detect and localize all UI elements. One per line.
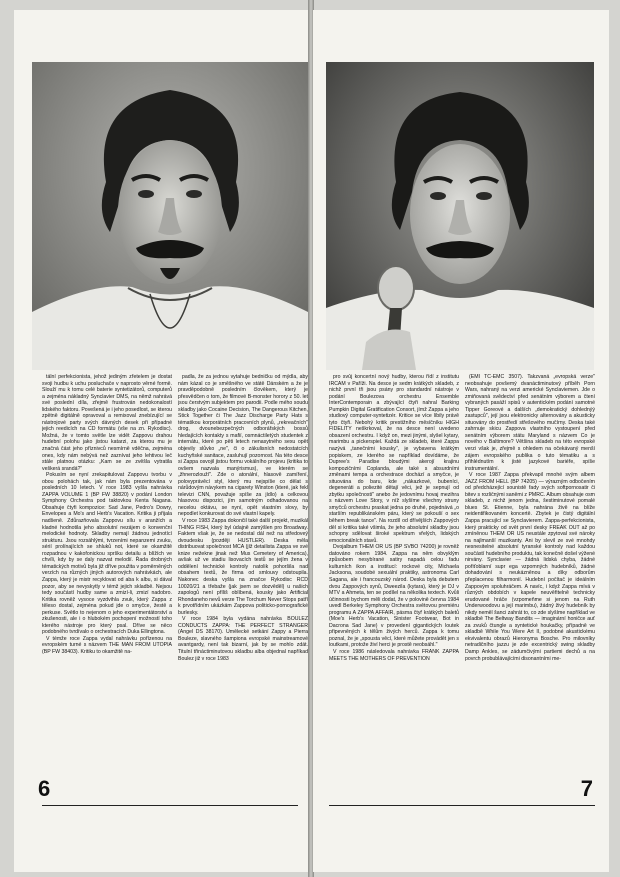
portrait-photo	[32, 62, 308, 370]
portrait-photo-microphone	[326, 62, 594, 370]
text-column-2	[178, 374, 308, 789]
text-column-4	[465, 374, 595, 789]
page-number: 7	[580, 776, 593, 801]
paragraph: V roce 1983 Zappa dokončil také další projekt, muzikál THING FISH, který byl údajně zamýšlen pro Broadway. Faktem však je, že se nedostal dál než na středoveý dvoudesku (později HUSTLER). Deska měla distribuovat společnost MCA (jíž detailista Zappa ve své knize nežekne jinak než Mus Cemetery of America), avšak už ve stadiu lisovacích testů se jejím žena v oddělení technické kontroly natolik pohoršila nad obsahem textů, že firma od smlouvy odstoupila. Nakonec deska vyšla na značce Rykodisc RCD 10020/21 a třebaže (jak jsem se dozvěděl) u našich zapologů není příliš oblíbená, kousky jako Artificial Rhondaneho nevů verze The Torchum Never Stops patří k prvotřídním ukázkám Zappova politicko-pornografické burlesky.	[178, 518, 308, 616]
paragraph: V roce 1984 byla vydána nahrávka BOULEZ CONDUCTS ZAPPA: THE PERFECT STRANGER (Angel DS 38170). Umělecké setkání Zappy a Pierra Bouleze, slavného šampiona evropské mainstreamové avantgardy, není tak bizarní, jak by se mohlo zdát. Titulní třináctiminutovou skladbu alba objednal napříkad Boulez již v roce 1983	[178, 616, 308, 662]
paragraph: padla, že za jednou vytahuje bedničku od mýdla, aby nám kázal co je směšného ve státě Dánském a že je pravděpodobně posledním člověkem, který je přesvědčen o tom, že filmové B-monster horory z 50. let jsou čerstvým subjektem pro parodii. Podle mého soudu skladby jako Cocaine Decision, The Dangerous Kitchen, Stick Together či The Jazz Discharge Party Hats s tématikou korporátních pracovních plynů, „rekreačních" drog, dvounebezpečných odborářských bossů hledajících kontakty s mafií, osmnáctiletých studentek z internátu, které po pěti letech nenasytného sexu opět objevily slůvko „ne", či o zákulisních nedostatcích kuchyňské sanitace, zasluhují pozornost. Na této desce si Zappa osvojil jistou formu vokálního projevu (kritika to ovšem nazvala manýrismus), ve kterém se „žhnerozlouží". Zde o atonální, hlasově zamíření, polovyprávěcí styl, který mu nejspíše co dělat s nárůdovým návykem na cigarety Winston (které, jak řekl televizi CNN, považuje spíše za jídlo) a celkovou hlasovou dispozici, jím samotným odhadovanou na necelou oktávu, se nyní, opět vlastním slovy, by nepodlet konkurovat do své vlastní kapely.	[178, 374, 308, 518]
footer-rule	[329, 805, 595, 806]
page-number: 6	[38, 776, 51, 801]
paragraph: Pokusím se nyní zrekapitulovat Zappovu tvorbu v obou polohách tak, jak nám byla prezentována v posledních 10 letech. V roce 1983 vyšla nahrávka ZAPPA VOLUME 1 (BP FW 38820) v podání London Symphony Orchestra pod taktovkou Kenta Nagana. Obsahuje čtyři kompozice: Sad Jane, Pedro's Dowry, Envelopes a Mo's and Herb's Vacation. Kritika ji přijala nadšeně. Zdůrazňovala Zappovu sílu v aranžích a kladné hodnotila jeho absolutní nezájem o konvenční melodické hodnoty. Skladby nemají žádnou jednotící strukturu. Jsou rozsáhlými, tvrzeními nepanzemi zvuku, sérií prolínajících se shluků not, které se okamžitě rozpadnou v kakofonickou spršku detailu a blížích ve chvíli, kdy by se daly nazvat melodií. Řada drobných tématických motivů byla již dříve použita v poměrněných verzích na různých jiných autorových nahrávkách, ale Zappa, který je mistr recyklovat od aba k albu, si dával pozor, aby se nevyskytly v témž jejich skladbě. Nejsou tedy součástí hudby same a zmizí-li, zmizí nadobro. Kritika rovněž vysoce vyzdvihla zvuk, který Zappa z těleso dostal, zejména pokud jde o smyčce, žestě a perkuse. Světlo to nejenom o jeho experimentátorství a zkušenosti, ale i o hlubokém pochopení možností toho kterého nástroje pro který psal. Dříve se něco podobného tvrdívalo o orchestracích Duka Ellingtona.	[42, 472, 172, 636]
paragraph: tální perfekcionista, jehož jediným zřetelem je dostat svoji hudbu k uchu posluchače v naprosto věrné formě. Slouží mu k tomu celé baterie syntetizátorů, computerů a zejména nákladný Synclavier DMS, na němž nahrává své poslední díla, zřejmě frustrován nedokonalostí lidského faktoru. Povešená je i jeho posedlost, se kterou zpětně digitálně opravoval a remixoval znebízující se nástrojové party svých dávných desek při případné jejich reedicích na CD formátu (vše na zn. Rykodisc). Možná, že v tomto světle lze vidět Zappovu drahou hudební polohu jako jistou katarzi, za kterou mu je značná část jeho příznivců nesmírně vděčna, zejména ones, kdy nám nebývá než zaznívat jeho lehtivou leč stále platnou otázku: „Kam se ze zvěšla vytratila veškerá srandá?"	[42, 374, 172, 472]
paragraph: V roce 1987 Zappa překvapil mnohé svým albem JAZZ FROM HELL (BP 74205) — výrazným odbočením od předcházející sounistě řady svých softpornosatir či bitev s rozličnými saněmi z PMRC. Album obsahuje osm skladeb, z nichž jenom jedna, šestiminutové pomalé blues St. Etienne, byla nahrána živě na blíže neidentifikovaném koncertě. Zbytek je čistý digitální Zappa pracující se Synclavierem. Zappa-perfekcionista, který prakticky od svět první desky FREAK OUT až po zmíněnou THEM OR US neustále zpytoval své nároky na najlmanší muzikanty. Ani by slevil ze své mnohdy nesnesitelné absolutní tyranské kontroly nad každou součástí hudebního produktu, tak konečně došel výžené nirvány. Synclavier — žádná lidská chyba, žádné pořiťoblarní supr ega vzpomných hudebníků, žádné dohadování s neukázněnou a díky odborům přeplacenou filharmonií. Hudební počítač je ideálním Zappovým spoluhráčem. A navíc, i když Zappa mívá v různých obdobích v kapele neuvěřitelně technicky erudované hráče (vzpomeňme si jenom na Ruth Underwoodovu a její marimbu), žádný živý hudebník by nikdy neměl šanci zahrát to, co zde slyšíme například ve skladbě The Beltway Bandits — imaginární honičce auť za zvuků čtungle a syntetické houkačky, případně ve skladbě While You Were Art II, podobné akustickému ekvivalentu obrazů Hieronyma Bosche. Pro milovníky netradičního jazzu je zde excentrický swing skladby Damp Ankles, se zádumčivými partiemi dechů a na povrch probublávajícími disonantními me-	[465, 472, 595, 662]
portrait-image	[32, 62, 308, 370]
paragraph: Dvojalbum THEM OR US (BP SVBO 74200) je rovněž datováno rokem 1984. Zappa na něm obvyklým způsobem nesybírané satiry napadá celou řadu kulturních ikon a institucí: rockové city, Michaela Jacksona, soudobé sexuální praktiky, astronoma Carl Sagana, ale i francouzský národ. Deska byla debutem dvou Zappových synů, Dweezila (kytara), který je DJ v MTV a Ahmeta, ten se podílel na několika textech. Kvůli účinnosti bychom měli dodat, že v polovině června 1984 uvedl Berkeley Symphony Orchestra světovou premiéru programu A ZAPPA AFFAIR, pásma čtyř krátkých baletů (Moe's Herb's Vacation, Sinister Footwear, Bot in Dacrona Sad Jane) v provedení gigantických loutek připevněných k tělům živých herců. Zappa k tomu poznal, že je „spousta věcí, které můžete provádět jen s loutkami, protože živí herci je prostě neobsáhl."	[329, 544, 459, 649]
page-right	[313, 10, 609, 872]
text-column-3	[329, 374, 459, 789]
paragraph: V roce 1986 následovala nahrávka FRANK ZAPPA MEETS THE MOTHERS OF PREVENTION	[329, 648, 459, 662]
text-column-1	[42, 374, 172, 789]
paragraph: V témže roce Zappa vydal nahrávku pořízenou na evropském turné s názvem THE MAN FROM UTOPIA (BP FW 38403). Kritiku to okamžitě na-	[42, 635, 172, 655]
paragraph: (EMI TC-EMC 3507). Takzvaná „evropská verze" neobsahuje povšemý dvanáctiminutový příběh Porn Wars, nahraný na verzi americké Synclaviemen. Jde o zmiňovaná svědectví před senátním výborem a čtení vybraných pasáží spisů v autentickém podání samotné Tipper Goreové a dalších „demokratický dohlednýý zastupců", její jsou elektronicky alternovány a akusticky situovány do prostředí střešového mučírny. Deska také zahrnuje skicu Zappova vlastního vystoupení před senátním výborem státu Maryland s názvem Co je nového v Baltimore? Většina skladeb na této evropské verzi však je, zřejmě s ohledem na očekávaný menší zájem evropského publika o tuto tématiku a s přihlédnutím k jisté jazykové bariéře, spíše instrumentální.	[465, 374, 595, 472]
paragraph: pro svůj koncertní nový hudby, kterou řídí z institutu IRCAM v Paříži. Na desce je sedm krátkých skladeb, z nichž první tři jsou psány pro standardní nástroje v podání Boulezova orchestru Ensemble InterContemporain a zbývající čtyři nahral Barking Pumpkin Digital Gratification Consort, jímž Zappa a jeho studiový computer-syntetizér. Kritice se více líbily právě tyto čtyři. Nebohý kritik prestižního měsíčníku HIGH FIDELITY neškrkoval, že na desce není uvedeno obsazení orchestru. I když on, mezi jinými, slyšel kytary, marimbu a pickerspiel. Každá ze skladeb, které Zappa nazývá „tanečními kousky", je vybavena krátkým popiskem, ze kterého se například dovídáme, že Dupree's Paradise bloudými akerojí krajinu kompozičními Coplanda, ale také s absurdními změnami tempa a orchestrace dochází a smyčce, je situována do baru, kde „nákazkové, bubeníci, degeneráti a poliezité dětají věci, jež je sepnují od zbytku společnosti" anebo že jedovnímu hovaj mezihra s názvem Love Story, v níž slyšíme všechny struny smyčců orchestru praskat jedna po druhé, pojednává „o starším republikánském páru, který se pokouší o sex během break tance". Na rozdíl od dřívějších Zappových děl si kritika také všimla, že jeho absolutní skladby jsou schopny sdělovat široké spektrum vřelých, lidských emocionálních stavů.	[329, 374, 459, 544]
portrait-image	[326, 62, 594, 370]
footer-rule	[42, 805, 298, 806]
page-left	[14, 10, 310, 872]
